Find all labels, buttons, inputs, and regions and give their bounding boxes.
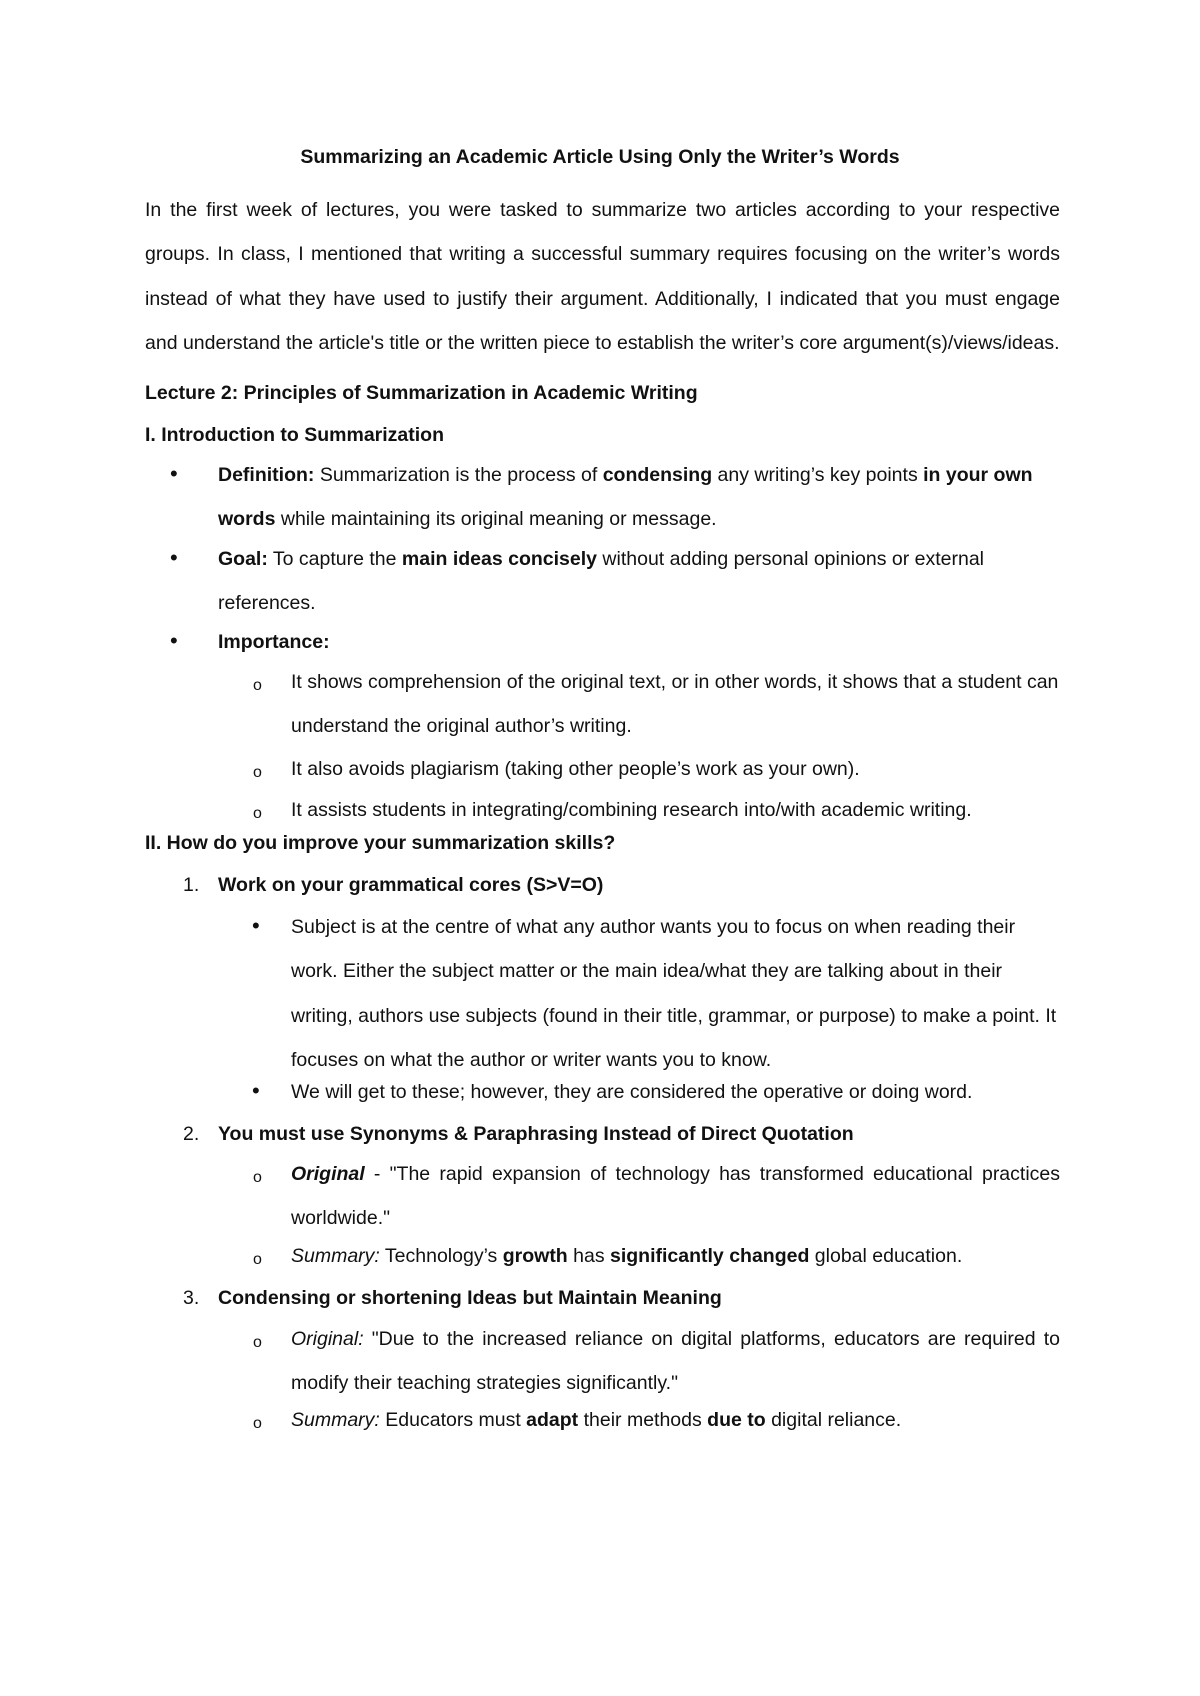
- summary-example: Summary: Technology’s growth has significantly changed global education.: [291, 1245, 963, 1267]
- circle-bullet-icon: o: [253, 805, 262, 822]
- bullet-icon: •: [170, 461, 178, 486]
- importance-item: It shows comprehension of the original text, or in other words, it shows that a student can understand the original author’s writing.: [291, 671, 1059, 738]
- circle-bullet-icon: o: [253, 677, 262, 694]
- list-number: 2.: [183, 1123, 200, 1145]
- bullet-icon: •: [252, 913, 260, 938]
- original-example: Original - "The rapid expansion of technology has transformed educational practices worldwide.": [291, 1163, 1060, 1230]
- bullet-icon: •: [170, 545, 178, 570]
- list-number: 1.: [183, 874, 200, 896]
- definition-label: Definition:: [218, 464, 315, 486]
- importance-label: Importance:: [218, 631, 330, 653]
- section-heading-improve-skills: II. How do you improve your summarization skills?: [145, 832, 616, 854]
- document-title: Summarizing an Academic Article Using Only the Writer’s Words: [300, 146, 900, 168]
- lecture-heading: Lecture 2: Principles of Summarization in Academic Writing: [145, 382, 698, 404]
- importance-item: It also avoids plagiarism (taking other people’s work as your own).: [291, 758, 860, 780]
- list-number: 3.: [183, 1287, 200, 1309]
- circle-bullet-icon: o: [253, 1415, 262, 1432]
- bullet-icon: •: [252, 1078, 260, 1103]
- subject-bullet: Subject is at the centre of what any author wants you to focus on when reading their work. Either the subject matter or the main idea/what they are talking about in their writing, authors use subjects (found in their title, grammar, or purpose) to make a point. It focuses on what the author or writer wants you to know.: [291, 916, 1057, 1072]
- goal-label: Goal:: [218, 548, 268, 570]
- intro-paragraph: In the first week of lectures, you were tasked to summarize two articles according to your respective groups. In class, I mentioned that writing a successful summary requires focusing on the writer’s words instead of what they have used to justify their argument. Additionally, I indicated that you must engage and understand the article's title or the written piece to establish the writer’s core argument(s)/views/ideas.: [145, 199, 1060, 355]
- verb-bullet: We will get to these; however, they are considered the operative or doing word.: [291, 1081, 973, 1103]
- definition-item: Definition: Summarization is the process of condensing any writing’s key points in your own words while maintaining its original meaning or message.: [218, 464, 1033, 531]
- list-item-title: Condensing or shortening Ideas but Maintain Meaning: [218, 1287, 722, 1309]
- circle-bullet-icon: o: [253, 1334, 262, 1351]
- goal-item: Goal: To capture the main ideas concisely without adding personal opinions or external references.: [218, 548, 985, 615]
- list-item-title: You must use Synonyms & Paraphrasing Instead of Direct Quotation: [218, 1123, 854, 1145]
- circle-bullet-icon: o: [253, 1169, 262, 1186]
- bullet-icon: •: [170, 628, 178, 653]
- section-heading-introduction: I. Introduction to Summarization: [145, 424, 444, 446]
- circle-bullet-icon: o: [253, 764, 262, 781]
- circle-bullet-icon: o: [253, 1251, 262, 1268]
- importance-item: It assists students in integrating/combining research into/with academic writing.: [291, 799, 972, 821]
- list-item-title: Work on your grammatical cores (S>V=O): [218, 874, 604, 896]
- summary-example: Summary: Educators must adapt their methods due to digital reliance.: [291, 1409, 902, 1431]
- original-example: Original: "Due to the increased reliance on digital platforms, educators are required to modify their teaching strategies significantly.": [291, 1328, 1060, 1395]
